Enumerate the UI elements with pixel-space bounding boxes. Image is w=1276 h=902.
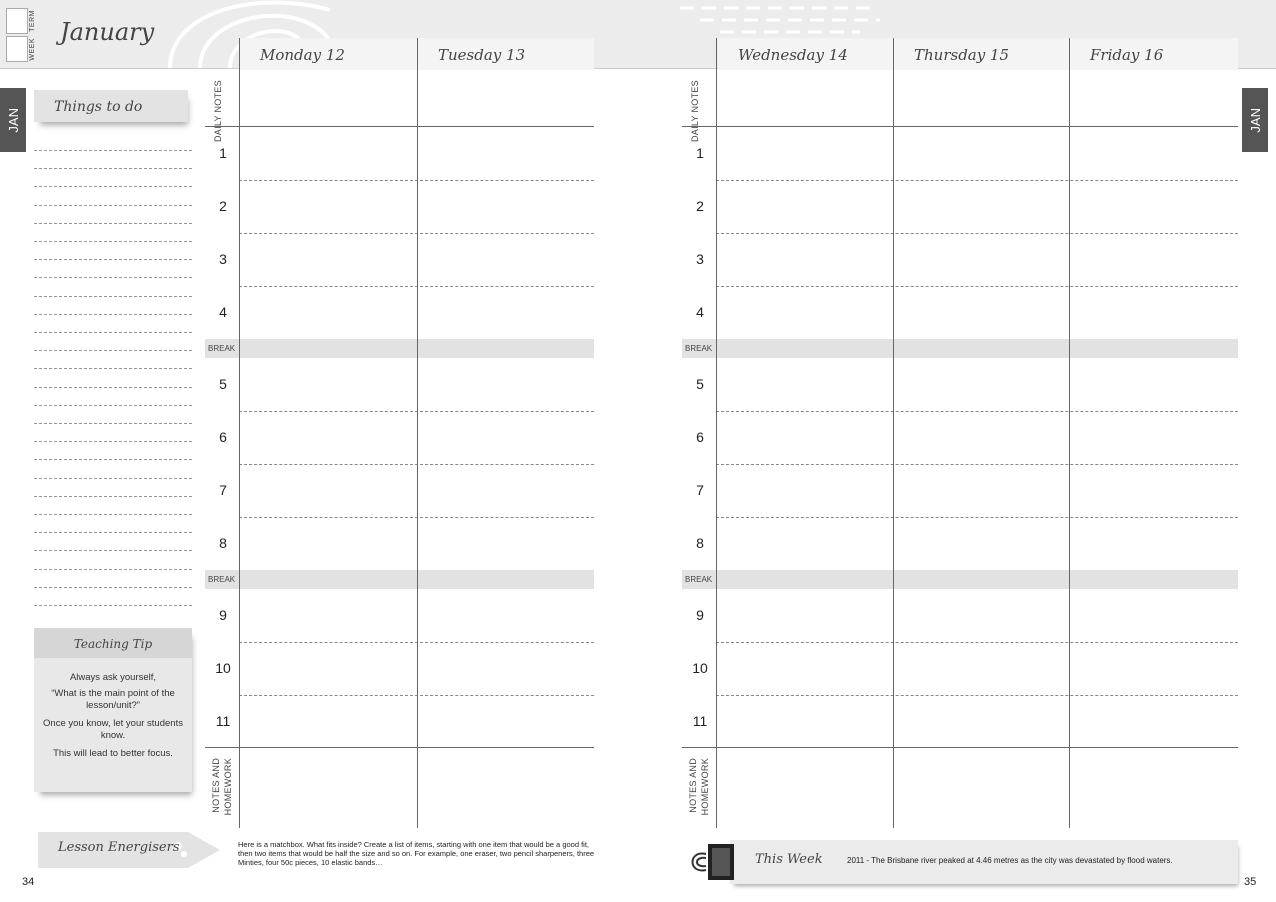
todo-line (34, 550, 192, 551)
period-divider (716, 517, 1238, 518)
week-box[interactable] (6, 36, 28, 62)
todo-line (34, 259, 192, 260)
todo-line (34, 350, 192, 351)
day-header-tuesday: Tuesday 13 (418, 38, 594, 70)
term-label: TERM (29, 10, 36, 32)
todo-line (34, 605, 192, 606)
day-header-monday: Monday 12 (240, 38, 417, 70)
todo-line (34, 277, 192, 278)
column-line (1069, 38, 1070, 828)
todo-line (34, 569, 192, 570)
period-divider (716, 464, 1238, 465)
period-number: 10 (692, 659, 708, 676)
term-box[interactable] (6, 8, 28, 34)
teaching-tip-box (34, 628, 192, 792)
tip-line: “What is the main point of the lesson/unit?” (51, 688, 175, 711)
todo-line (34, 496, 192, 497)
notes-homework-label: HOMEWORK (700, 758, 710, 816)
period-number: 6 (219, 428, 227, 445)
page-number-right: 35 (1244, 876, 1257, 888)
period-number: 10 (215, 659, 231, 676)
notes-homework-label: NOTES AND (211, 758, 221, 813)
break-label: BREAK (208, 344, 236, 353)
todo-line (34, 296, 192, 297)
period-number: 3 (696, 250, 704, 267)
period-number: 11 (692, 712, 708, 729)
period-number: 8 (219, 534, 227, 551)
todo-line (34, 241, 192, 242)
dash-decoration (680, 2, 880, 42)
period-divider (716, 642, 1238, 643)
page-number-left: 34 (22, 876, 35, 888)
period-divider (716, 286, 1238, 287)
period-number: 8 (696, 534, 704, 551)
period-number: 1 (219, 144, 227, 161)
todo-line (34, 405, 192, 406)
period-divider (716, 695, 1238, 696)
todo-line (34, 205, 192, 206)
todo-line (34, 150, 192, 151)
tip-line: This will lead to better focus. (53, 748, 173, 759)
todo-line (34, 332, 192, 333)
notes-homework-label: NOTES AND (688, 758, 698, 813)
column-line (893, 38, 894, 828)
column-line (417, 38, 418, 828)
todo-line (34, 387, 192, 388)
grid-line (682, 126, 1238, 127)
things-to-do-title: Things to do (34, 90, 188, 122)
tip-line: Always ask yourself, (69, 672, 157, 683)
period-number: 9 (696, 606, 704, 623)
period-number: 11 (215, 712, 231, 729)
break-label: BREAK (208, 575, 236, 584)
period-number: 7 (219, 481, 227, 498)
period-number: 7 (696, 481, 704, 498)
period-number: 3 (219, 250, 227, 267)
period-number: 5 (219, 375, 227, 392)
break-label: BREAK (685, 575, 713, 584)
todo-line (34, 532, 192, 533)
grid-line (682, 747, 1238, 748)
week-label: WEEK (29, 38, 36, 61)
todo-line (34, 478, 192, 479)
todo-line (34, 314, 192, 315)
break-row (682, 339, 1238, 358)
period-number: 1 (696, 144, 704, 161)
day-header-wednesday: Wednesday 14 (718, 38, 893, 70)
month-tab-right[interactable]: JAN (1242, 88, 1268, 152)
period-divider (716, 233, 1238, 234)
period-number: 2 (219, 197, 227, 214)
column-line (716, 38, 717, 828)
period-number: 4 (219, 303, 227, 320)
grid-line (205, 747, 594, 748)
daily-notes-label: DAILY NOTES (690, 80, 700, 142)
period-number: 6 (696, 428, 704, 445)
todo-line (34, 186, 192, 187)
todo-line (34, 423, 192, 424)
column-line (239, 38, 240, 828)
todo-line (34, 514, 192, 515)
teaching-tip-title: Teaching Tip (34, 628, 192, 658)
todo-line (34, 368, 192, 369)
grid-line (205, 126, 594, 127)
lesson-energisers-title: Lesson Energisers (58, 840, 180, 855)
period-number: 5 (696, 375, 704, 392)
period-number: 9 (219, 606, 227, 623)
period-number: 4 (696, 303, 704, 320)
month-title: January (60, 18, 155, 46)
day-header-thursday: Thursday 15 (894, 38, 1069, 70)
break-label: BREAK (685, 344, 713, 353)
lesson-energisers-text: Here is a matchbox. What fits inside? Create a list of items, starting with one item that would be a good fit, then two items that would be half the size and so on. For example, one eraser, two pencil sharpeners, three Minties, four 50c pieces, 10 elastic bands… (238, 840, 595, 867)
this-week-text: 2011 - The Brisbane river peaked at 4.46 metres as the city was devastated by flood waters. (847, 856, 1173, 865)
binder-clip-icon (686, 840, 736, 884)
break-row (205, 570, 594, 589)
this-week-title: This Week (755, 852, 823, 867)
day-header-friday: Friday 16 (1070, 38, 1238, 70)
month-tab-left[interactable]: JAN (0, 88, 26, 152)
todo-line (34, 587, 192, 588)
todo-line (34, 441, 192, 442)
break-row (205, 339, 594, 358)
break-row (682, 570, 1238, 589)
todo-line (34, 168, 192, 169)
notes-homework-label: HOMEWORK (223, 758, 233, 816)
period-divider (716, 180, 1238, 181)
todo-line (34, 459, 192, 460)
tip-line: Once you know, let your students know. (43, 718, 183, 741)
period-divider (716, 411, 1238, 412)
todo-line (34, 223, 192, 224)
period-number: 2 (696, 197, 704, 214)
daily-notes-label: DAILY NOTES (213, 80, 223, 142)
